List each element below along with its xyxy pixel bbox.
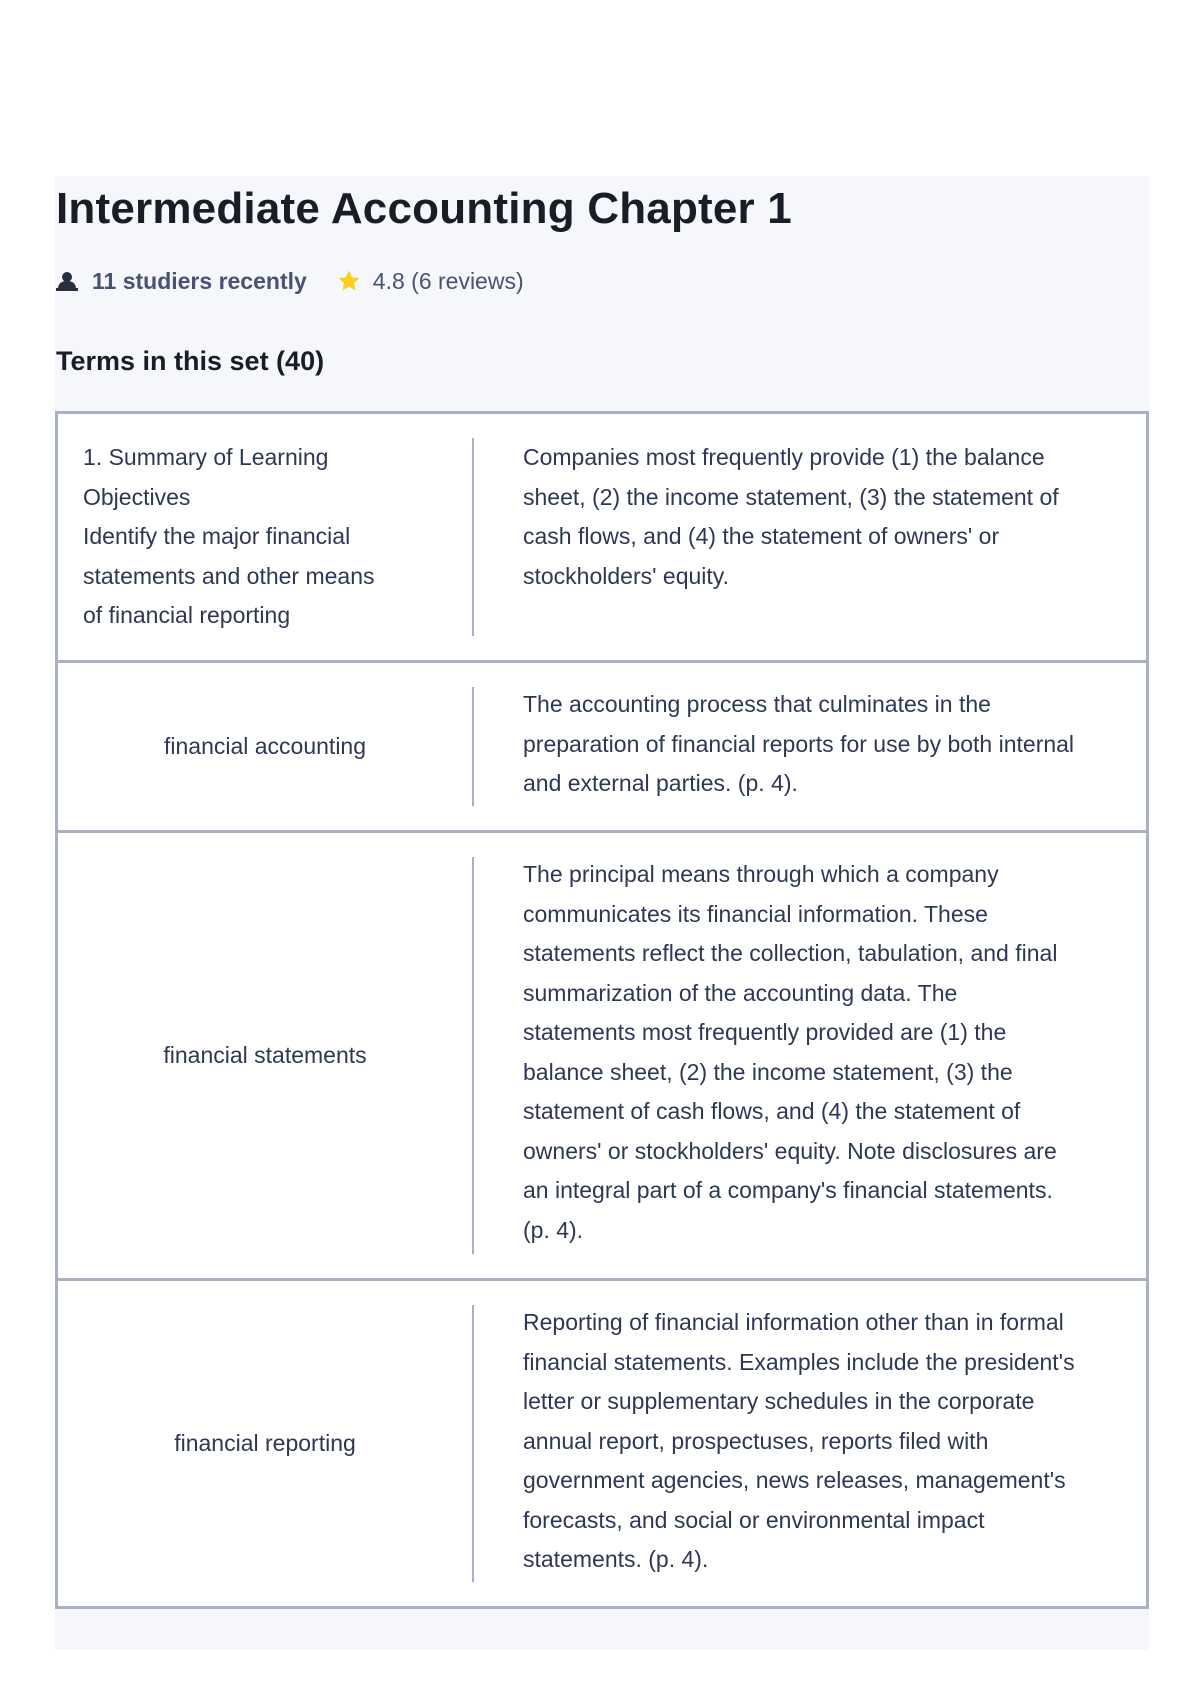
definition-text: The accounting process that culminates in the preparation of financial reports for use by both internal and external parties. (p. 4). xyxy=(523,691,1075,796)
term-card xyxy=(55,663,1149,833)
definition-text: Reporting of financial information other than in formal financial statements. Examples include the president's letter or supplementary schedules in the corporate annual report, prospectuses, reports filed with government agencies, news releases, management's forecasts, and social or environmental impact statements. (p. 4). xyxy=(523,1309,1075,1572)
studiers-count: 11 studiers recently xyxy=(92,267,307,294)
definition-text: The principal means through which a company communicates its financial information. These statements reflect the collection, tabulation, and final summarization of the accounting data. The statements most frequently provided are (1) the balance sheet, (2) the income statement, (3) the statement of cash flows, and (4) the statement of owners' or stockholders' equity. Note disclosures are an integral part of a company's financial statements. (p. 4). xyxy=(523,861,1058,1243)
terms-heading: Terms in this set (40) xyxy=(56,346,325,376)
rating-text[interactable]: 4.8 (6 reviews) xyxy=(372,267,524,294)
page-title: Intermediate Accounting Chapter 1 xyxy=(56,184,792,233)
term-card xyxy=(55,1281,1149,1609)
card-divider xyxy=(472,438,474,636)
card-divider xyxy=(472,857,474,1254)
star-icon xyxy=(337,269,361,293)
set-meta xyxy=(56,266,524,296)
term-text: financial accounting xyxy=(163,732,367,759)
term-text: 1. Summary of Learning Objectives Identify the major financial statements and other means of financial reporting xyxy=(83,444,375,628)
term-list xyxy=(55,411,1149,1609)
term-text: financial statements xyxy=(163,1041,367,1068)
card-divider xyxy=(472,687,474,806)
term-card xyxy=(55,833,1149,1281)
term-text: financial reporting xyxy=(174,1429,356,1456)
card-divider xyxy=(472,1305,474,1582)
term-card xyxy=(55,414,1149,663)
studiers-icon xyxy=(56,270,78,292)
definition-text: Companies most frequently provide (1) the balance sheet, (2) the income statement, (3) the statement of cash flows, and (4) the statement of owners' or stockholders' equity. xyxy=(523,444,1059,589)
